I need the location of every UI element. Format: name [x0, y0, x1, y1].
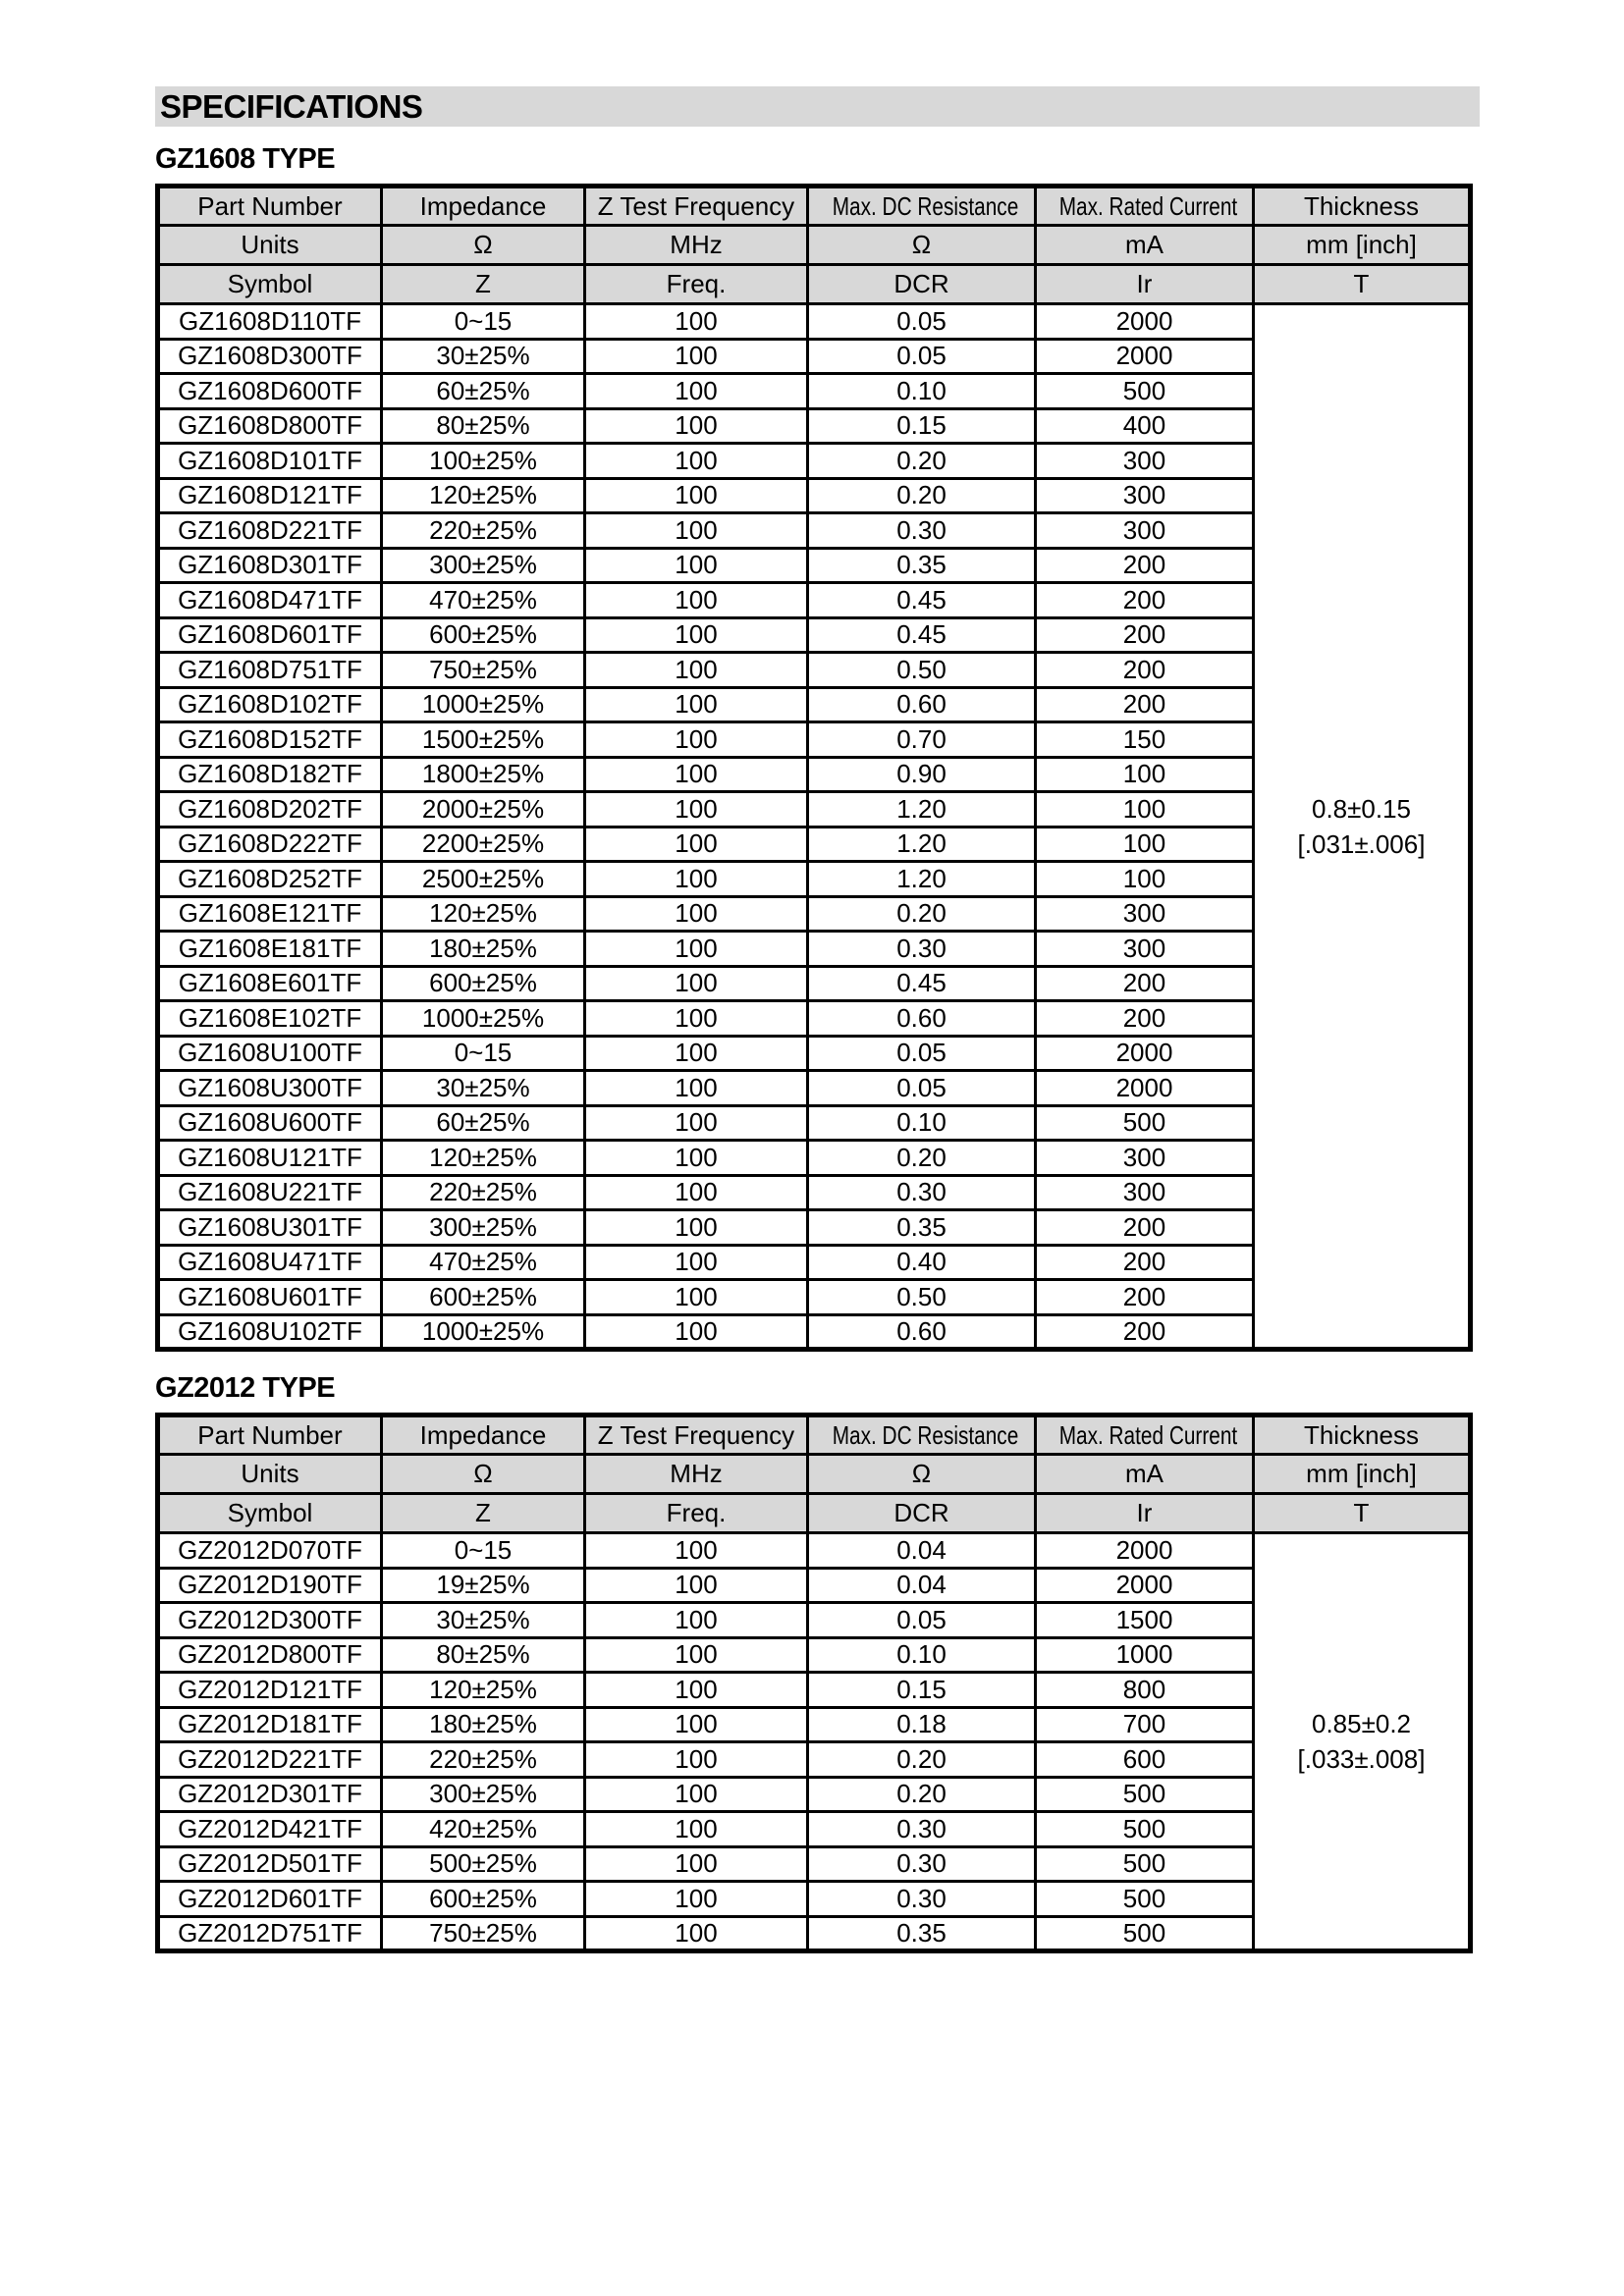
- cell-frequency: 100: [585, 932, 808, 967]
- cell-part-number: GZ1608E181TF: [158, 932, 382, 967]
- cell-current: 200: [1036, 1245, 1254, 1280]
- cell-impedance: 120±25%: [382, 1673, 585, 1708]
- gz2012-spec-table: [155, 1413, 1473, 1953]
- cell-impedance: 1000±25%: [382, 687, 585, 722]
- cell-part-number: GZ1608U300TF: [158, 1071, 382, 1106]
- cell-impedance: 2000±25%: [382, 792, 585, 828]
- cell-impedance: 600±25%: [382, 617, 585, 653]
- cell-dcr: 0.50: [808, 653, 1036, 688]
- cell-impedance: 60±25%: [382, 1105, 585, 1141]
- cell-dcr: 0.15: [808, 408, 1036, 444]
- cell-current: 300: [1036, 444, 1254, 479]
- cell-frequency: 100: [585, 548, 808, 583]
- cell-part-number: GZ1608D252TF: [158, 862, 382, 897]
- cell-part-number: GZ2012D221TF: [158, 1742, 382, 1778]
- cell-impedance: 30±25%: [382, 1071, 585, 1106]
- cell-frequency: 100: [585, 1001, 808, 1037]
- cell-impedance: 500±25%: [382, 1846, 585, 1882]
- cell-part-number: GZ1608D152TF: [158, 722, 382, 758]
- cell-dcr: 0.20: [808, 1777, 1036, 1812]
- cell-dcr: 0.15: [808, 1673, 1036, 1708]
- cell-current: 1500: [1036, 1603, 1254, 1638]
- units-value-5: mm [inch]: [1254, 226, 1471, 265]
- cell-impedance: 30±25%: [382, 339, 585, 374]
- cell-frequency: 100: [585, 1036, 808, 1071]
- cell-impedance: 600±25%: [382, 1882, 585, 1917]
- cell-part-number: GZ2012D121TF: [158, 1673, 382, 1708]
- column-header-z-test-frequency: Z Test Frequency: [585, 1415, 808, 1455]
- cell-impedance: 300±25%: [382, 548, 585, 583]
- symbol-row: [158, 1494, 1471, 1533]
- cell-dcr: 0.60: [808, 687, 1036, 722]
- column-header-impedance: Impedance: [382, 1415, 585, 1455]
- cell-impedance: 1000±25%: [382, 1001, 585, 1037]
- cell-frequency: 100: [585, 478, 808, 513]
- cell-part-number: GZ1608D110TF: [158, 304, 382, 340]
- cell-thickness: [1254, 1533, 1471, 1951]
- units-value-3: Ω: [808, 226, 1036, 265]
- thickness-line: [.031±.006]: [1297, 828, 1426, 859]
- table-header: [158, 187, 1471, 304]
- units-value-1: Ω: [382, 226, 585, 265]
- symbol-value-3: DCR: [808, 1494, 1036, 1533]
- cell-dcr: 0.30: [808, 1882, 1036, 1917]
- cell-dcr: 0.40: [808, 1245, 1036, 1280]
- cell-part-number: GZ1608D182TF: [158, 757, 382, 792]
- column-header-z-test-frequency: Z Test Frequency: [585, 187, 808, 226]
- units-value-5: mm [inch]: [1254, 1455, 1471, 1494]
- symbol-value-1: Z: [382, 265, 585, 304]
- cell-frequency: 100: [585, 1071, 808, 1106]
- cell-current: 100: [1036, 757, 1254, 792]
- cell-impedance: 1000±25%: [382, 1314, 585, 1350]
- cell-frequency: 100: [585, 757, 808, 792]
- cell-current: 300: [1036, 932, 1254, 967]
- column-header-thickness: Thickness: [1254, 187, 1471, 226]
- cell-impedance: 0~15: [382, 1533, 585, 1569]
- cell-impedance: 750±25%: [382, 1916, 585, 1951]
- cell-impedance: 2500±25%: [382, 862, 585, 897]
- cell-dcr: 0.45: [808, 583, 1036, 618]
- column-header-thickness: Thickness: [1254, 1415, 1471, 1455]
- table-header: [158, 1415, 1471, 1533]
- page-content: [155, 86, 1480, 1953]
- cell-part-number: GZ1608U601TF: [158, 1280, 382, 1315]
- cell-dcr: 0.20: [808, 1742, 1036, 1778]
- cell-impedance: 220±25%: [382, 1175, 585, 1210]
- cell-frequency: 100: [585, 1568, 808, 1603]
- cell-part-number: GZ2012D421TF: [158, 1812, 382, 1847]
- cell-current: 500: [1036, 1916, 1254, 1951]
- cell-impedance: 60±25%: [382, 374, 585, 409]
- cell-dcr: 0.20: [808, 896, 1036, 932]
- cell-impedance: 120±25%: [382, 896, 585, 932]
- cell-dcr: 0.45: [808, 617, 1036, 653]
- units-row: [158, 1455, 1471, 1494]
- cell-current: 300: [1036, 478, 1254, 513]
- cell-impedance: 180±25%: [382, 932, 585, 967]
- cell-part-number: GZ2012D070TF: [158, 1533, 382, 1569]
- cell-frequency: 100: [585, 653, 808, 688]
- column-header-impedance: Impedance: [382, 187, 585, 226]
- cell-impedance: 470±25%: [382, 1245, 585, 1280]
- units-value-2: MHz: [585, 1455, 808, 1494]
- thickness-line: [.033±.008]: [1297, 1744, 1426, 1774]
- cell-current: 1000: [1036, 1637, 1254, 1673]
- cell-current: 200: [1036, 653, 1254, 688]
- cell-frequency: 100: [585, 1141, 808, 1176]
- header-row: [158, 1415, 1471, 1455]
- cell-frequency: 100: [585, 1210, 808, 1246]
- table-title-gz1608: GZ1608 TYPE: [155, 143, 336, 175]
- cell-part-number: GZ1608U471TF: [158, 1245, 382, 1280]
- cell-dcr: 0.50: [808, 1280, 1036, 1315]
- cell-frequency: 100: [585, 862, 808, 897]
- symbol-value-3: DCR: [808, 265, 1036, 304]
- cell-current: 600: [1036, 1742, 1254, 1778]
- cell-part-number: GZ1608D101TF: [158, 444, 382, 479]
- cell-frequency: 100: [585, 374, 808, 409]
- symbol-row: [158, 265, 1471, 304]
- cell-frequency: 100: [585, 583, 808, 618]
- cell-impedance: 600±25%: [382, 1280, 585, 1315]
- cell-dcr: 0.05: [808, 304, 1036, 340]
- cell-dcr: 0.70: [808, 722, 1036, 758]
- symbol-value-2: Freq.: [585, 1494, 808, 1533]
- cell-current: 700: [1036, 1707, 1254, 1742]
- cell-current: 200: [1036, 1314, 1254, 1350]
- cell-impedance: 300±25%: [382, 1777, 585, 1812]
- cell-frequency: 100: [585, 1603, 808, 1638]
- cell-frequency: 100: [585, 827, 808, 862]
- cell-part-number: GZ1608D301TF: [158, 548, 382, 583]
- cell-part-number: GZ1608U121TF: [158, 1141, 382, 1176]
- cell-dcr: 0.05: [808, 1036, 1036, 1071]
- cell-impedance: 220±25%: [382, 513, 585, 549]
- cell-frequency: 100: [585, 1175, 808, 1210]
- cell-part-number: GZ1608D751TF: [158, 653, 382, 688]
- cell-dcr: 0.90: [808, 757, 1036, 792]
- cell-dcr: 0.04: [808, 1533, 1036, 1569]
- cell-part-number: GZ1608U600TF: [158, 1105, 382, 1141]
- column-header-max-dc-resistance: Max. DC Resistance: [808, 1415, 1036, 1455]
- cell-impedance: 180±25%: [382, 1707, 585, 1742]
- cell-part-number: GZ1608D601TF: [158, 617, 382, 653]
- units-value-2: MHz: [585, 226, 808, 265]
- thickness-line: 0.85±0.2: [1311, 1709, 1412, 1738]
- cell-current: 2000: [1036, 304, 1254, 340]
- cell-part-number: GZ1608U102TF: [158, 1314, 382, 1350]
- cell-impedance: 0~15: [382, 1036, 585, 1071]
- units-value-3: Ω: [808, 1455, 1036, 1494]
- cell-frequency: 100: [585, 1105, 808, 1141]
- cell-current: 100: [1036, 827, 1254, 862]
- gz2012-section: [155, 1372, 1480, 1953]
- cell-part-number: GZ1608E121TF: [158, 896, 382, 932]
- cell-part-number: GZ1608E601TF: [158, 966, 382, 1001]
- symbol-value-1: Z: [382, 1494, 585, 1533]
- cell-frequency: 100: [585, 896, 808, 932]
- cell-part-number: GZ1608U221TF: [158, 1175, 382, 1210]
- cell-current: 2000: [1036, 1036, 1254, 1071]
- cell-current: 800: [1036, 1673, 1254, 1708]
- units-row: [158, 226, 1471, 265]
- cell-frequency: 100: [585, 1742, 808, 1778]
- cell-frequency: 100: [585, 1846, 808, 1882]
- cell-part-number: GZ1608D600TF: [158, 374, 382, 409]
- header-row: [158, 187, 1471, 226]
- cell-dcr: 0.60: [808, 1001, 1036, 1037]
- units-value-4: mA: [1036, 226, 1254, 265]
- cell-impedance: 19±25%: [382, 1568, 585, 1603]
- cell-impedance: 750±25%: [382, 653, 585, 688]
- cell-dcr: 1.20: [808, 792, 1036, 828]
- cell-part-number: GZ1608D471TF: [158, 583, 382, 618]
- cell-frequency: 100: [585, 1707, 808, 1742]
- cell-current: 200: [1036, 1210, 1254, 1246]
- cell-frequency: 100: [585, 1812, 808, 1847]
- symbol-value-5: T: [1254, 265, 1471, 304]
- cell-dcr: 0.05: [808, 1071, 1036, 1106]
- cell-dcr: 0.20: [808, 444, 1036, 479]
- cell-part-number: GZ1608E102TF: [158, 1001, 382, 1037]
- cell-impedance: 420±25%: [382, 1812, 585, 1847]
- cell-dcr: 0.60: [808, 1314, 1036, 1350]
- symbol-label: Symbol: [158, 1494, 382, 1533]
- cell-part-number: GZ2012D501TF: [158, 1846, 382, 1882]
- cell-current: 500: [1036, 1777, 1254, 1812]
- cell-current: 2000: [1036, 1533, 1254, 1569]
- cell-frequency: 100: [585, 722, 808, 758]
- cell-part-number: GZ2012D751TF: [158, 1916, 382, 1951]
- cell-frequency: 100: [585, 1533, 808, 1569]
- section-title: SPECIFICATIONS: [155, 86, 1480, 127]
- cell-frequency: 100: [585, 1637, 808, 1673]
- cell-impedance: 120±25%: [382, 478, 585, 513]
- cell-dcr: 0.05: [808, 339, 1036, 374]
- cell-part-number: GZ2012D800TF: [158, 1637, 382, 1673]
- symbol-value-4: Ir: [1036, 265, 1254, 304]
- table-row: [158, 1533, 1471, 1569]
- table-title-gz2012: GZ2012 TYPE: [155, 1372, 336, 1404]
- cell-dcr: 0.35: [808, 1210, 1036, 1246]
- gz1608-section: [155, 143, 1480, 1352]
- units-label: Units: [158, 226, 382, 265]
- table-body: [158, 1533, 1471, 1951]
- cell-frequency: 100: [585, 513, 808, 549]
- cell-dcr: 0.30: [808, 1846, 1036, 1882]
- cell-current: 200: [1036, 687, 1254, 722]
- cell-current: 2000: [1036, 1071, 1254, 1106]
- cell-dcr: 0.20: [808, 1141, 1036, 1176]
- cell-current: 200: [1036, 966, 1254, 1001]
- cell-frequency: 100: [585, 617, 808, 653]
- symbol-label: Symbol: [158, 265, 382, 304]
- cell-current: 500: [1036, 1882, 1254, 1917]
- table-body: [158, 304, 1471, 1350]
- cell-dcr: 0.05: [808, 1603, 1036, 1638]
- cell-dcr: 0.35: [808, 548, 1036, 583]
- units-label: Units: [158, 1455, 382, 1494]
- cell-current: 500: [1036, 1105, 1254, 1141]
- cell-frequency: 100: [585, 792, 808, 828]
- cell-current: 2000: [1036, 1568, 1254, 1603]
- cell-current: 400: [1036, 408, 1254, 444]
- cell-dcr: 0.20: [808, 478, 1036, 513]
- cell-current: 200: [1036, 617, 1254, 653]
- cell-impedance: 0~15: [382, 304, 585, 340]
- cell-impedance: 80±25%: [382, 1637, 585, 1673]
- cell-current: 300: [1036, 513, 1254, 549]
- cell-part-number: GZ1608D202TF: [158, 792, 382, 828]
- column-header-part-number: Part Number: [158, 187, 382, 226]
- cell-frequency: 100: [585, 1916, 808, 1951]
- cell-frequency: 100: [585, 444, 808, 479]
- cell-current: 300: [1036, 1141, 1254, 1176]
- cell-current: 200: [1036, 1280, 1254, 1315]
- cell-current: 500: [1036, 374, 1254, 409]
- cell-impedance: 1800±25%: [382, 757, 585, 792]
- table-row: [158, 304, 1471, 340]
- cell-current: 2000: [1036, 339, 1254, 374]
- cell-impedance: 220±25%: [382, 1742, 585, 1778]
- column-header-max-rated-current: Max. Rated Current: [1036, 187, 1254, 226]
- cell-impedance: 1500±25%: [382, 722, 585, 758]
- cell-dcr: 0.30: [808, 1812, 1036, 1847]
- cell-part-number: GZ1608U301TF: [158, 1210, 382, 1246]
- cell-impedance: 470±25%: [382, 583, 585, 618]
- cell-part-number: GZ1608D800TF: [158, 408, 382, 444]
- cell-impedance: 2200±25%: [382, 827, 585, 862]
- cell-part-number: GZ2012D301TF: [158, 1777, 382, 1812]
- cell-part-number: GZ1608D221TF: [158, 513, 382, 549]
- column-header-max-rated-current: Max. Rated Current: [1036, 1415, 1254, 1455]
- cell-part-number: GZ1608D121TF: [158, 478, 382, 513]
- thickness-line: 0.8±0.15: [1311, 793, 1412, 824]
- cell-dcr: 0.10: [808, 1105, 1036, 1141]
- column-header-part-number: Part Number: [158, 1415, 382, 1455]
- cell-current: 100: [1036, 862, 1254, 897]
- units-value-4: mA: [1036, 1455, 1254, 1494]
- cell-impedance: 30±25%: [382, 1603, 585, 1638]
- cell-dcr: 1.20: [808, 862, 1036, 897]
- cell-part-number: GZ2012D190TF: [158, 1568, 382, 1603]
- cell-frequency: 100: [585, 1882, 808, 1917]
- cell-part-number: GZ2012D601TF: [158, 1882, 382, 1917]
- cell-part-number: GZ1608U100TF: [158, 1036, 382, 1071]
- cell-current: 300: [1036, 1175, 1254, 1210]
- cell-dcr: 0.45: [808, 966, 1036, 1001]
- cell-dcr: 0.30: [808, 1175, 1036, 1210]
- cell-part-number: GZ1608D300TF: [158, 339, 382, 374]
- cell-dcr: 1.20: [808, 827, 1036, 862]
- cell-current: 200: [1036, 1001, 1254, 1037]
- cell-impedance: 600±25%: [382, 966, 585, 1001]
- cell-frequency: 100: [585, 339, 808, 374]
- cell-current: 200: [1036, 548, 1254, 583]
- cell-dcr: 0.30: [808, 513, 1036, 549]
- cell-dcr: 0.18: [808, 1707, 1036, 1742]
- cell-frequency: 100: [585, 1777, 808, 1812]
- cell-current: 300: [1036, 896, 1254, 932]
- cell-part-number: GZ1608D222TF: [158, 827, 382, 862]
- cell-frequency: 100: [585, 304, 808, 340]
- cell-dcr: 0.04: [808, 1568, 1036, 1603]
- cell-impedance: 300±25%: [382, 1210, 585, 1246]
- cell-impedance: 80±25%: [382, 408, 585, 444]
- symbol-value-4: Ir: [1036, 1494, 1254, 1533]
- gz1608-spec-table: [155, 184, 1473, 1352]
- cell-current: 200: [1036, 583, 1254, 618]
- cell-frequency: 100: [585, 408, 808, 444]
- symbol-value-5: T: [1254, 1494, 1471, 1533]
- cell-part-number: GZ2012D300TF: [158, 1603, 382, 1638]
- cell-frequency: 100: [585, 687, 808, 722]
- cell-part-number: GZ1608D102TF: [158, 687, 382, 722]
- cell-dcr: 0.30: [808, 932, 1036, 967]
- cell-dcr: 0.10: [808, 1637, 1036, 1673]
- symbol-value-2: Freq.: [585, 265, 808, 304]
- cell-current: 500: [1036, 1812, 1254, 1847]
- cell-frequency: 100: [585, 1280, 808, 1315]
- cell-dcr: 0.35: [808, 1916, 1036, 1951]
- cell-thickness: [1254, 304, 1471, 1350]
- cell-part-number: GZ2012D181TF: [158, 1707, 382, 1742]
- cell-frequency: 100: [585, 1245, 808, 1280]
- cell-current: 500: [1036, 1846, 1254, 1882]
- column-header-max-dc-resistance: Max. DC Resistance: [808, 187, 1036, 226]
- cell-current: 100: [1036, 792, 1254, 828]
- cell-frequency: 100: [585, 1314, 808, 1350]
- cell-dcr: 0.10: [808, 374, 1036, 409]
- cell-frequency: 100: [585, 1673, 808, 1708]
- units-value-1: Ω: [382, 1455, 585, 1494]
- cell-impedance: 100±25%: [382, 444, 585, 479]
- cell-current: 150: [1036, 722, 1254, 758]
- cell-frequency: 100: [585, 966, 808, 1001]
- cell-impedance: 120±25%: [382, 1141, 585, 1176]
